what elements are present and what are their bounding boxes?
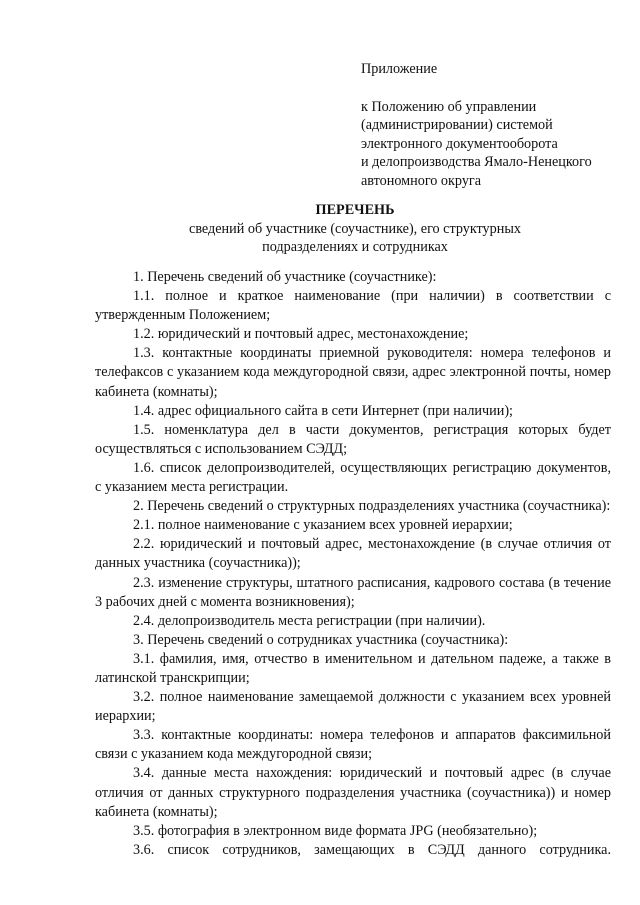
document-subtitle-line: подразделениях и сотрудниках <box>262 239 448 255</box>
appendix-line: и делопроизводства Ямало-Ненецкого <box>361 154 592 171</box>
document-title: ПЕРЕЧЕНЬ <box>315 202 395 218</box>
section-heading-2: 2. Перечень сведений о структурных подразделениях участника (соучастника): <box>133 498 611 515</box>
list-item-1-4: 1.4. адрес официального сайта в сети Интернет (при наличии); <box>133 402 513 419</box>
list-item-2-2: 2.2. юридический и почтовый адрес, местонахождение (в случае отличия от данных участника (соучастника)); <box>95 536 611 572</box>
list-item-2-3: 2.3. изменение структуры, штатного расписания, кадрового состава (в течение 3 рабочих дней с момента возникновения); <box>95 574 611 610</box>
list-item-2-1: 2.1. полное наименование с указанием всех уровней иерархии; <box>133 517 513 534</box>
appendix-line: (администрировании) системой <box>361 117 553 134</box>
list-item-3-1: 3.1. фамилия, имя, отчество в именительном и дательном падеже, а также в латинской транскрипции; <box>95 650 611 686</box>
appendix-line: автономного округа <box>361 172 482 189</box>
list-item-1-3: 1.3. контактные координаты приемной руководителя: номера телефонов и телефаксов с указанием кода междугородной связи, адрес электронной почты, номер кабинета (комнаты); <box>95 345 611 400</box>
list-item-3-6: 3.6. список сотрудников, замещающих в СЭДД данного сотрудника. <box>133 841 611 858</box>
appendix-header <box>361 60 621 191</box>
list-item-3-4: 3.4. данные места нахождения: юридический и почтовый адрес (в случае отличия от данных структурного подразделения участника (соучастника)) и номер кабинета (комнаты); <box>95 765 611 820</box>
list-item-1-1: 1.1. полное и краткое наименование (при наличии) в соответствии с утвержденным Положением; <box>95 288 611 324</box>
section-heading-3: 3. Перечень сведений о сотрудниках участника (соучастника): <box>133 631 509 648</box>
list-item-1-6: 1.6. список делопроизводителей, осуществляющих регистрацию документов, с указанием места регистрации. <box>95 459 611 496</box>
list-item-1-5: 1.5. номенклатура дел в части документов, регистрация которых будет осуществляться с использованием СЭДД; <box>95 421 611 457</box>
list-item-3-5: 3.5. фотография в электронном виде формата JPG (необязательно); <box>133 822 538 839</box>
document-subtitle-line: сведений об участнике (соучастнике), его структурных <box>189 221 521 237</box>
document-body <box>95 268 611 860</box>
appendix-title: Приложение <box>361 61 438 77</box>
list-item-2-4: 2.4. делопроизводитель места регистрации (при наличии). <box>133 612 486 629</box>
list-item-3-3: 3.3. контактные координаты: номера телефонов и аппаратов факсимильной связи с указанием кода междугородной связи; <box>95 727 611 763</box>
list-item-3-2: 3.2. полное наименование замещаемой должности с указанием всех уровней иерархии; <box>95 689 611 725</box>
appendix-line: к Положению об управлении <box>361 98 537 115</box>
appendix-line: электронного документооборота <box>361 135 558 152</box>
section-heading-1: 1. Перечень сведений об участнике (соучастнике): <box>133 269 437 285</box>
list-item-1-2: 1.2. юридический и почтовый адрес, местонахождение; <box>133 326 469 343</box>
document-title-block <box>95 201 615 256</box>
